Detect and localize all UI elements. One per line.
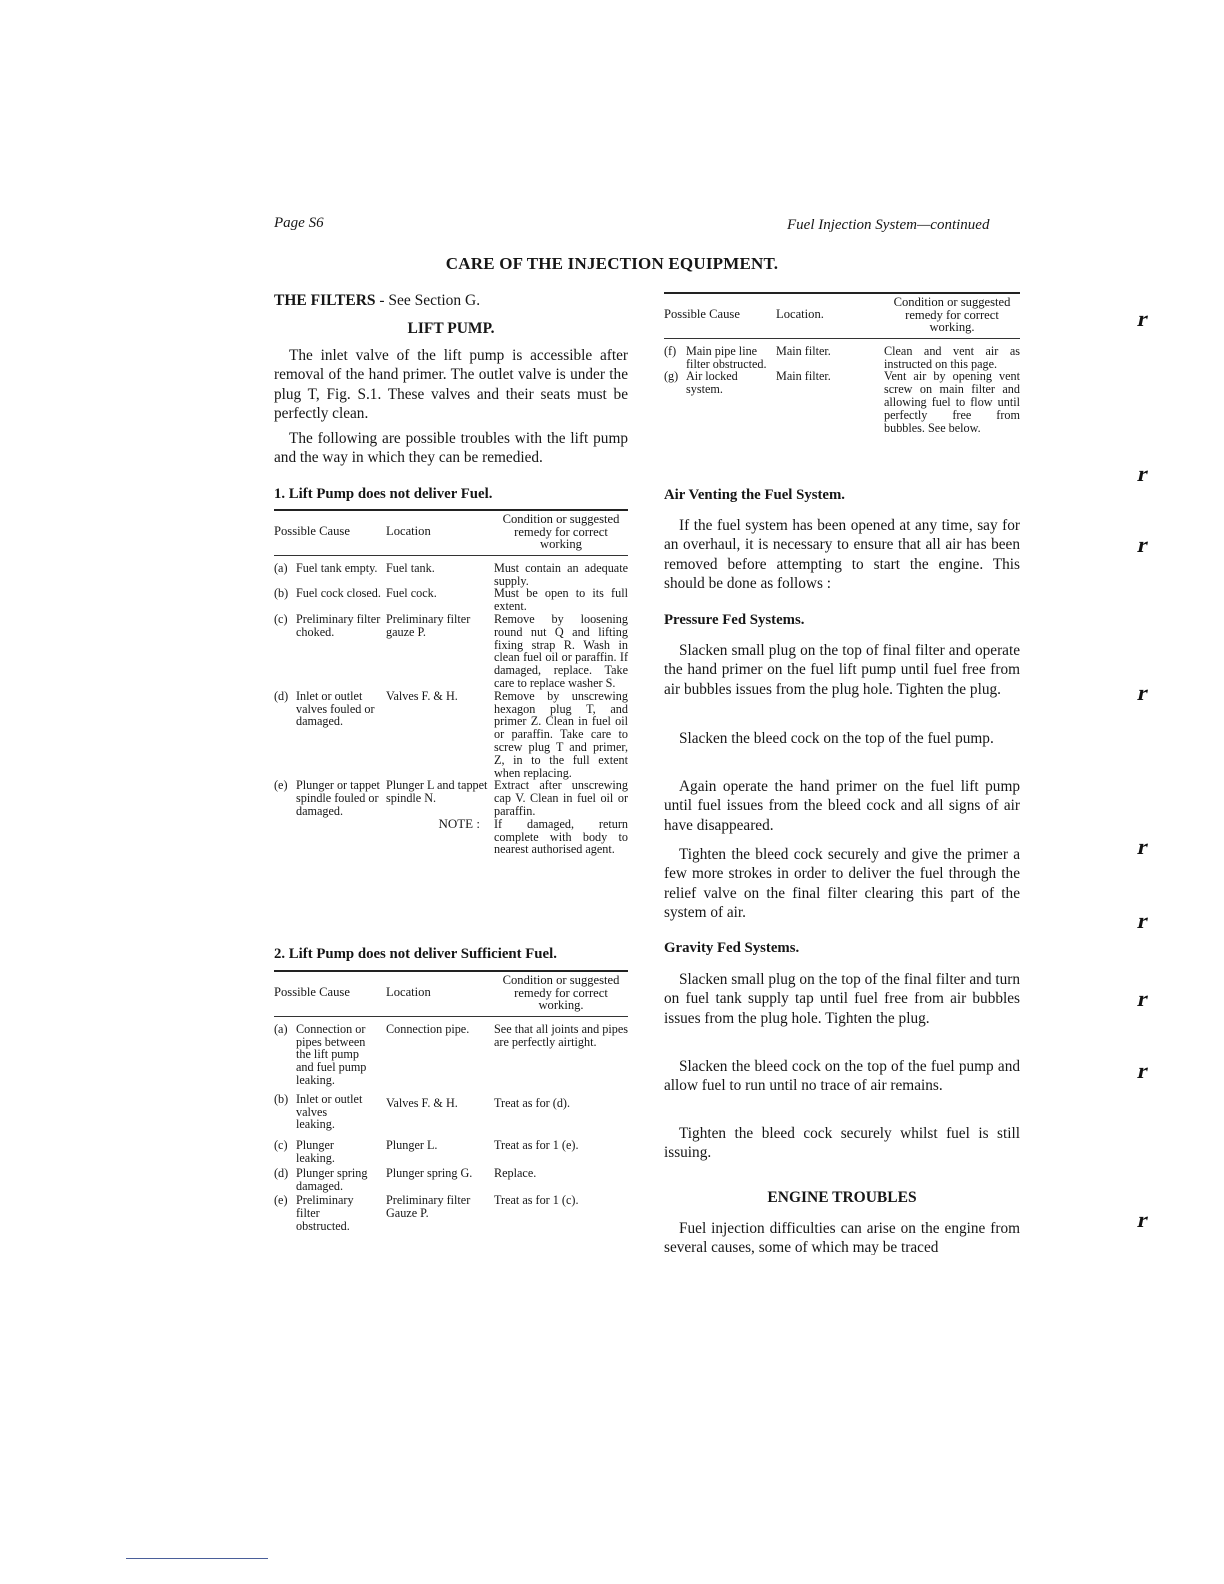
gravity-fed-heading: Gravity Fed Systems. xyxy=(664,940,800,956)
row-cause: Fuel tank empty. xyxy=(296,560,378,575)
row-location: Fuel tank. xyxy=(386,560,435,575)
table-row xyxy=(664,345,1020,371)
running-title: Fuel Injection System—continued xyxy=(787,217,990,233)
filters-reference: - See Section G. xyxy=(375,292,481,309)
row-key: (a) xyxy=(274,1021,288,1036)
table-row xyxy=(664,370,1020,434)
fault-table-3 xyxy=(664,292,1020,434)
margin-mark: r xyxy=(1135,986,1151,1011)
note-label: NOTE : xyxy=(438,815,480,831)
row-cause: Air locked system. xyxy=(686,369,738,397)
row-key: (a) xyxy=(274,560,288,575)
table2-header-cause: Possible Cause xyxy=(274,985,350,1000)
table-row xyxy=(274,1093,628,1139)
row-cause: Inlet or outlet valves fouled or damaged. xyxy=(296,688,375,729)
table-row xyxy=(274,1194,628,1232)
lift-pump-intro-paragraph: The inlet valve of the lift pump is accessible after removal of the hand primer. The outlet valve is under the plug T, Fig. S.1. These valves and their seats must be perfectly clean. xyxy=(274,347,628,422)
margin-mark: r xyxy=(1135,1207,1151,1232)
row-cause: Plunger spring damaged. xyxy=(296,1165,368,1193)
page-title: CARE OF THE INJECTION EQUIPMENT. xyxy=(445,254,779,273)
row-key: (d) xyxy=(274,688,289,703)
row-location: Preliminary filter Gauze P. xyxy=(386,1193,471,1221)
note-row xyxy=(274,818,628,856)
pressure-fed-paragraph-1: Slacken small plug on the top of final filter and operate the hand primer on the fuel lift pump until fuel free from air bubbles issues from the plug hole. Tighten the plug. xyxy=(664,642,1020,698)
table-continued xyxy=(664,292,1020,434)
row-remedy: Clean and vent air as instructed on this page. xyxy=(884,343,1020,371)
row-cause: Preliminary filter obstructed. xyxy=(296,1193,354,1233)
filters-heading: THE FILTERS xyxy=(274,292,376,309)
row-location: Plunger L and tappet spindle N. xyxy=(386,778,488,806)
row-location: Fuel cock. xyxy=(386,586,437,601)
margin-mark: r xyxy=(1135,680,1151,705)
table2-header-location: Location xyxy=(386,985,431,1000)
row-remedy: Remove by loosening round nut Q and lifting fixing strap R. Wash in clean fuel oil or paraffin. If damaged, replace. Take care to replace washer S. xyxy=(494,611,628,690)
pressure-fed-heading: Pressure Fed Systems. xyxy=(664,612,805,628)
table1-header-remedy: Condition or suggested remedy for correct working xyxy=(502,512,620,552)
fault-table-2 xyxy=(274,970,628,1233)
row-remedy: Replace. xyxy=(494,1165,537,1180)
table-row xyxy=(274,690,628,780)
section-2-heading: 2. Lift Pump does not deliver Sufficient Fuel. xyxy=(274,946,557,962)
pressure-fed-paragraph-2: Slacken the bleed cock on the top of the fuel pump. xyxy=(679,730,994,747)
row-location: Connection pipe. xyxy=(386,1021,470,1036)
row-key: (b) xyxy=(274,1091,289,1106)
pressure-fed-paragraph-4: Tighten the bleed cock securely and give the primer a few more strokes in order to deliver the fuel through the relief valve on the final filter clearing this part of the system of air. xyxy=(664,846,1020,921)
table-row xyxy=(274,562,628,588)
row-cause: Preliminary filter choked. xyxy=(296,611,381,639)
table3-header-cause: Possible Cause xyxy=(664,307,740,322)
gravity-fed-paragraph-1: Slacken small plug on the top of the final filter and turn on fuel tank supply tap until fuel free from air bubbles issues from the plug hole. Tighten the plug. xyxy=(664,971,1020,1027)
row-location: Valves F. & H. xyxy=(386,1095,458,1110)
table-row xyxy=(274,1167,628,1195)
row-location: Valves F. & H. xyxy=(386,688,458,703)
table-row xyxy=(274,613,628,690)
row-key: (b) xyxy=(274,586,289,601)
table2-header-remedy: Condition or suggested remedy for correct working. xyxy=(502,973,620,1013)
page-number: Page S6 xyxy=(274,215,324,231)
row-remedy: Must be open to its full extent. xyxy=(494,586,628,614)
row-key: (g) xyxy=(664,369,679,384)
row-key: (f) xyxy=(664,343,677,358)
row-location: Plunger L. xyxy=(386,1138,438,1153)
row-remedy: Must contain an adequate supply. xyxy=(494,560,628,588)
row-remedy: Vent air by opening vent screw on main filter and allowing fuel to flow until perfectly free from bubbles. See below. xyxy=(884,369,1020,435)
row-key: (e) xyxy=(274,1193,288,1208)
margin-mark: r xyxy=(1135,306,1151,331)
lift-pump-heading: LIFT PUMP. xyxy=(407,320,495,337)
row-remedy: Treat as for 1 (c). xyxy=(494,1193,579,1208)
table-row xyxy=(274,587,628,613)
troubles-intro-paragraph: The following are possible troubles with the lift pump and the way in which they can be remedied. xyxy=(274,430,628,467)
air-venting-heading: Air Venting the Fuel System. xyxy=(664,487,845,503)
table-insufficient-fuel xyxy=(274,970,628,1233)
row-remedy: See that all joints and pipes are perfectly airtight. xyxy=(494,1021,628,1049)
row-location: Plunger spring G. xyxy=(386,1165,473,1180)
table-row xyxy=(274,1139,628,1167)
row-cause: Plunger leaking. xyxy=(296,1138,335,1165)
row-remedy: Treat as for (d). xyxy=(494,1095,571,1110)
engine-troubles-paragraph: Fuel injection difficulties can arise on the engine from several causes, some of which may be traced xyxy=(664,1220,1020,1255)
margin-mark: r xyxy=(1135,461,1151,486)
margin-mark: r xyxy=(1135,908,1151,933)
row-cause: Main pipe line filter obstructed. xyxy=(686,343,767,371)
gravity-fed-paragraph-3: Tighten the bleed cock securely whilst fuel is still issuing. xyxy=(664,1125,1020,1162)
row-cause: Plunger or tappet spindle fouled or damaged. xyxy=(296,778,380,818)
row-cause: Inlet or outlet valves leaking. xyxy=(296,1091,363,1132)
note-text: If damaged, return complete with body to nearest authorised agent. xyxy=(494,816,628,857)
fault-table-1 xyxy=(274,509,628,856)
row-key: (d) xyxy=(274,1165,289,1180)
row-remedy: Extract after unscrewing cap V. Clean in fuel oil or paraffin. xyxy=(494,778,628,818)
margin-mark: r xyxy=(1135,834,1151,859)
row-location: Main filter. xyxy=(776,369,831,384)
row-cause: Fuel cock closed. xyxy=(296,586,381,601)
margin-mark: r xyxy=(1135,532,1151,557)
row-cause: Connection or pipes between the lift pump and fuel pump leaking. xyxy=(296,1021,367,1087)
table3-header-location: Location. xyxy=(776,307,824,322)
row-location: Preliminary filter gauze P. xyxy=(386,611,471,639)
air-venting-paragraph: If the fuel system has been opened at any time, say for an overhaul, it is necessary to ensure that all air has been removed before attempting to start the engine. This should be done as follows : xyxy=(664,517,1020,592)
engine-troubles-heading: ENGINE TROUBLES xyxy=(767,1189,917,1206)
table-no-fuel xyxy=(274,509,628,856)
pressure-fed-paragraph-3: Again operate the hand primer on the fuel lift pump until fuel issues from the bleed cock and all signs of air have disappeared. xyxy=(664,778,1020,834)
table3-header-remedy: Condition or suggested remedy for correct working. xyxy=(893,295,1011,335)
margin-mark: r xyxy=(1135,1058,1151,1083)
filters-line xyxy=(274,291,628,310)
table-row xyxy=(274,779,628,817)
row-remedy: Treat as for 1 (e). xyxy=(494,1138,579,1153)
row-remedy: Remove by unscrewing hexagon plug T, and primer Z. Clean in fuel oil or paraffin. Take care to screw plug T and primer, Z, in to the full extent when replacing. xyxy=(494,688,628,780)
table1-header-cause: Possible Cause xyxy=(274,524,350,539)
gravity-fed-paragraph-2: Slacken the bleed cock on the top of the fuel pump and allow fuel to run until no trace of air remains. xyxy=(664,1058,1020,1095)
table-row xyxy=(274,1023,628,1093)
row-key: (e) xyxy=(274,778,288,793)
table1-header-location: Location xyxy=(386,524,431,539)
section-1-heading: 1. Lift Pump does not deliver Fuel. xyxy=(274,486,493,502)
footnote-rule xyxy=(126,1558,268,1559)
row-key: (c) xyxy=(274,1138,288,1153)
row-key: (c) xyxy=(274,611,288,626)
row-location: Main filter. xyxy=(776,343,831,358)
